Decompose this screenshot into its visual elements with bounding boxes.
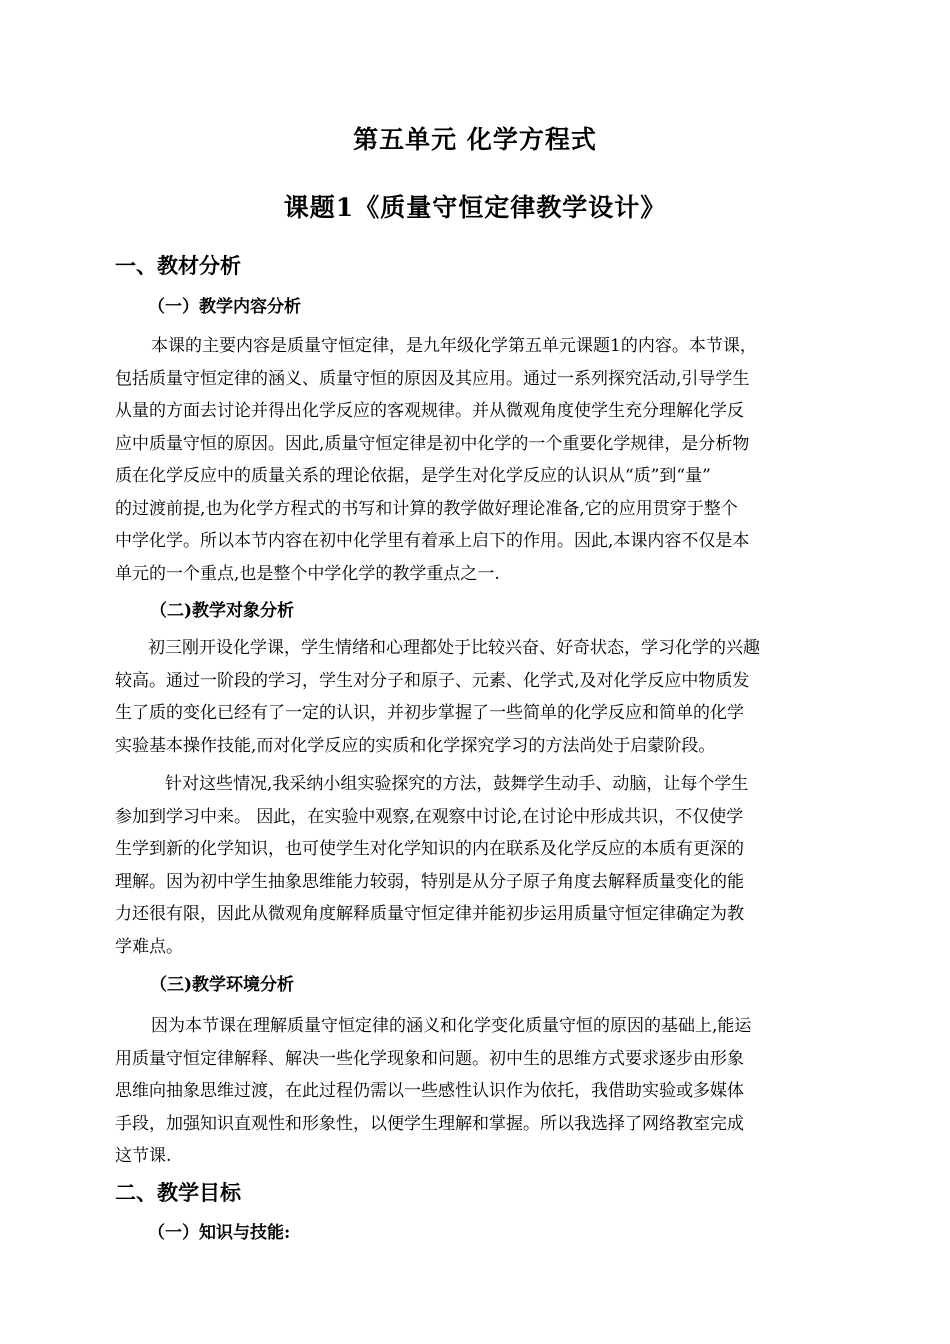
text-line: 力还很有限，因此从微观角度解释质量守恒定律并能初步运用质量守恒定律确定为教 (115, 904, 744, 924)
text-line: 手段，加强知识直观性和形象性，以便学生理解和掌握。所以我选择了网络教室完成 (115, 1113, 744, 1134)
text-line: 的过渡前提,也为化学方程式的书写和计算的教学做好理论准备,它的应用贯穿于整个 (115, 498, 738, 519)
text-line: 这节课. (115, 1146, 172, 1166)
document-title: 第五单元 化学方程式 (353, 125, 597, 154)
text-line: 应中质量守恒的原因。因此,质量守恒定律是初中化学的一个重要化学规律，是分析物 (115, 433, 750, 454)
text-line: 针对这些情况,我采纳小组实验探究的方法，鼓舞学生动手、动脑，让每个学生 (165, 774, 749, 794)
text-line: 学难点。 (115, 936, 183, 957)
text-line: 质在化学反应中的质量关系的理论依据，是学生对化学反应的认识从“质”到“量” (115, 466, 711, 486)
text-line: 因为本节课在理解质量守恒定律的涵义和化学变化质量守恒的原因的基础上,能运 (151, 1016, 752, 1036)
paragraph-teaching-approach (115, 768, 850, 963)
paragraph-environment-analysis (115, 1010, 850, 1173)
section-heading-teaching-goals: 二、教学目标 (115, 1180, 241, 1205)
text-line: 生学到新的化学知识，也可使学生对化学知识的内在联系及化学反应的本质有更深的 (115, 839, 744, 859)
section-heading-textbook-analysis: 一、教材分析 (115, 253, 241, 278)
text-line: 本课的主要内容是质量守恒定律，是九年级化学第五单元课题1的内容。本节课， (151, 336, 757, 356)
subsection-heading-content-analysis: （一）教学内容分析 (148, 297, 301, 317)
subsection-heading-environment-analysis: （三)教学环境分析 (150, 975, 295, 995)
paragraph-content-analysis (115, 330, 850, 590)
paragraph-student-analysis (115, 632, 850, 762)
text-line: 参加到学习中来。 因此，在实验中观察,在观察中讨论,在讨论中形成共识，不仅使学 (115, 806, 744, 827)
text-line: 从量的方面去讨论并得出化学反应的客观规律。并从微观角度使学生充分理解化学反 (115, 401, 744, 421)
document-subtitle: 课题1《质量守恒定律教学设计》 (283, 193, 667, 222)
text-line: 较高。通过一阶段的学习，学生对分子和原子、元素、化学式,及对化学反应中物质发 (115, 670, 750, 691)
text-line: 生了质的变化已经有了一定的认识，并初步掌握了一些简单的化学反应和简单的化学 (115, 703, 744, 723)
text-line: 实验基本操作技能,而对化学反应的实质和化学探究学习的方法尚处于启蒙阶段。 (115, 735, 716, 756)
text-line: 用质量守恒定律解释、解决一些化学现象和问题。初中生的思维方式要求逐步由形象 (115, 1048, 744, 1069)
text-line: 包括质量守恒定律的涵义、质量守恒的原因及其应用。通过一系列探究活动,引导学生 (115, 368, 750, 389)
subsection-heading-student-analysis: （二)教学对象分析 (150, 601, 295, 621)
text-line: 思维向抽象思维过渡，在此过程仍需以一些感性认识作为依托，我借助实验或多媒体 (115, 1081, 744, 1101)
text-line: 初三刚开设化学课，学生情绪和心理都处于比较兴奋、好奇状态，学习化学的兴趣 (148, 638, 760, 658)
subsection-heading-knowledge-skills: （一）知识与技能: (148, 1223, 291, 1243)
text-line: 中学化学。所以本节内容在初中化学里有着承上启下的作用。因此,本课内容不仅是本 (115, 531, 750, 551)
text-line: 单元的一个重点,也是整个中学化学的教学重点之一. (115, 563, 500, 584)
text-line: 理解。因为初中学生抽象思维能力较弱，特别是从分子原子角度去解释质量变化的能 (115, 871, 744, 892)
